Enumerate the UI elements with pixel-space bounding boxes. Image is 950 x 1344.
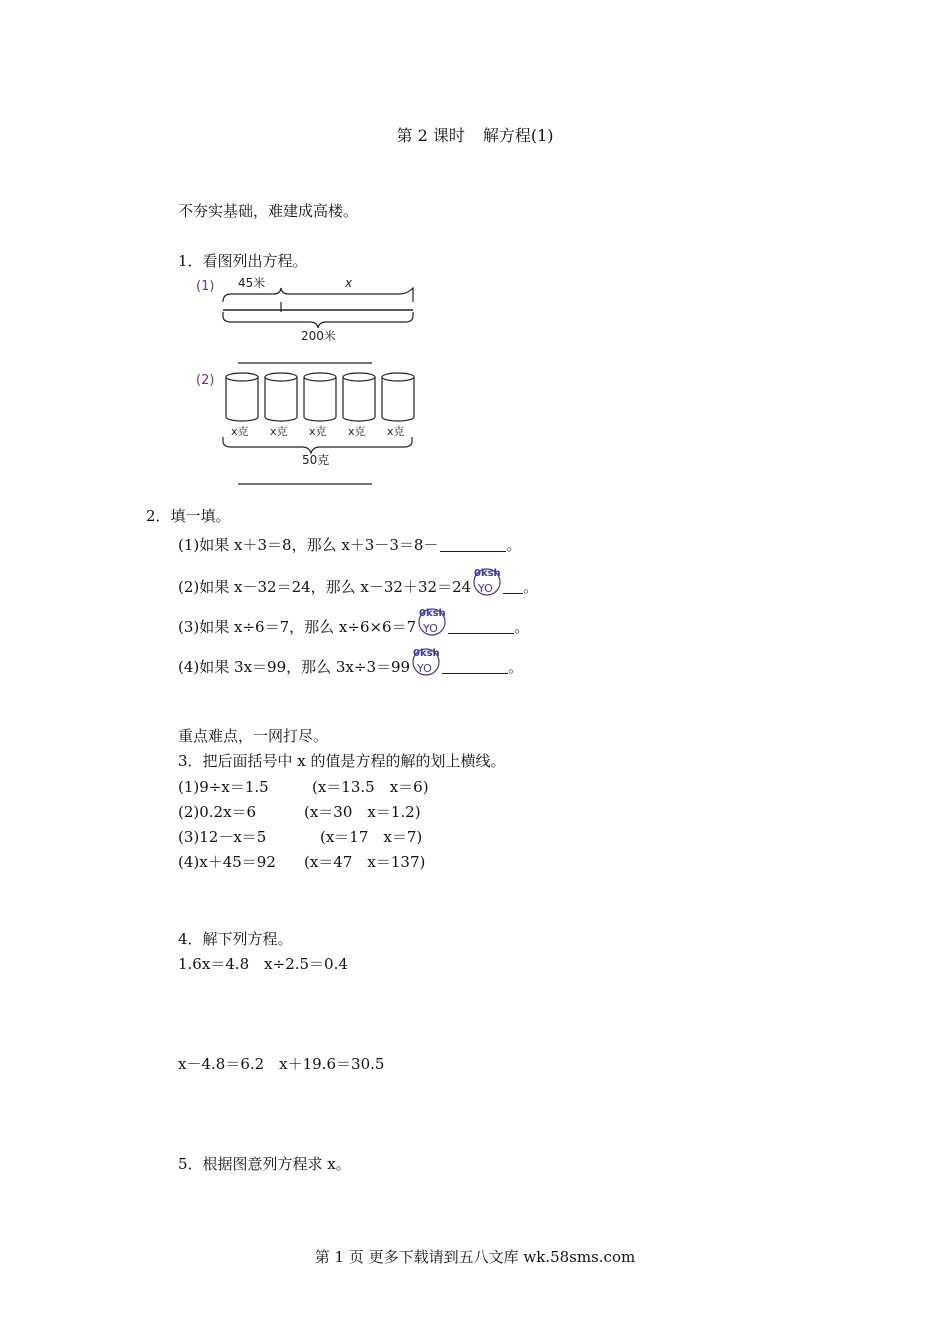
cup-label: x克 xyxy=(348,425,366,438)
watermark-stamp xyxy=(417,608,446,640)
q3-item-2-options[interactable]: (x＝30 x＝1.2) xyxy=(304,803,421,821)
stamp-bottom-text: YO xyxy=(417,662,432,675)
cup-cylinder xyxy=(343,373,375,421)
q3-prompt: 3．把后面括号中 x 的值是方程的解的划上横线。 xyxy=(178,752,506,770)
q3-item-4-equation: (4)x＋45＝92 xyxy=(178,853,276,871)
q3-item-3-equation: (3)12－x＝5 xyxy=(178,828,267,846)
q3-item-1-options[interactable]: (x＝13.5 x＝6) xyxy=(312,778,429,796)
fig1-seg1-label: 45米 xyxy=(238,276,266,290)
q2-item-end: 。 xyxy=(523,578,539,596)
q2-item-1 xyxy=(178,534,521,555)
q3-item-3-options[interactable]: (x＝17 x＝7) xyxy=(320,828,423,846)
cup-cylinder xyxy=(265,373,297,421)
fig1-top-brace xyxy=(223,288,413,302)
answer-blank[interactable] xyxy=(442,659,508,674)
cup-label: x克 xyxy=(387,425,405,438)
stamp-top-text: 0ksh xyxy=(419,608,446,619)
q2-item-3 xyxy=(178,608,530,640)
cup-label: x克 xyxy=(231,425,249,438)
q3-item-2-equation: (2)0.2x＝6 xyxy=(178,803,257,821)
answer-blank[interactable] xyxy=(448,619,514,634)
cup-label: x克 xyxy=(309,425,327,438)
answer-blank[interactable] xyxy=(503,579,523,594)
q2-item-2 xyxy=(178,568,539,600)
section1-heading: 不夯实基础，难建成高楼。 xyxy=(178,202,359,220)
q2-item-text: (2)如果 xyxy=(178,578,235,596)
q2-item-equation: 3x＝99，那么 3x÷3＝99 xyxy=(234,658,411,676)
q2-item-equation: x＋3＝8，那么 x＋3－3＝8－ xyxy=(234,536,439,554)
cup-cylinder xyxy=(226,373,258,421)
lesson-number: 第 2 课时 xyxy=(396,126,465,145)
q2-item-end: 。 xyxy=(514,618,530,636)
q4-prompt: 4．解下列方程。 xyxy=(178,930,293,948)
q3-item-4-options[interactable]: (x＝47 x＝137) xyxy=(304,853,426,871)
lesson-topic: 解方程(1) xyxy=(482,126,554,145)
fig2-cup-labels xyxy=(231,424,405,438)
stamp-top-text: 0ksh xyxy=(474,568,501,579)
fig1-bottom-brace xyxy=(223,312,413,328)
fig2-label: (2) xyxy=(196,373,215,388)
cup-cylinder xyxy=(304,373,336,421)
q2-item-equation: x÷6＝7，那么 x÷6×6＝7 xyxy=(234,618,417,636)
stamp-top-text: 0ksh xyxy=(413,648,440,659)
fig2-total-label: 50克 xyxy=(302,453,330,467)
fig1-label: (1) xyxy=(196,279,215,294)
q2-item-end: 。 xyxy=(506,536,522,554)
fig2-bottom-brace xyxy=(223,437,412,453)
fig2-cups xyxy=(226,373,414,421)
q2-item-text: (4)如果 xyxy=(178,658,235,676)
q4-row-2: x－4.8＝6.2 x＋19.6＝30.5 xyxy=(178,1055,385,1073)
q2-item-4 xyxy=(178,648,524,680)
q2-item-equation: x－32＝24，那么 x－32＋32＝24 xyxy=(234,578,472,596)
q2-item-text: (1)如果 xyxy=(178,536,235,554)
fig1-seg2-label: x xyxy=(345,276,353,290)
watermark-stamp xyxy=(472,568,501,600)
cup-label: x克 xyxy=(270,425,288,438)
q2-item-text: (3)如果 xyxy=(178,618,235,636)
q1-figure-1 xyxy=(190,272,430,346)
q2-prompt: 2．填一填。 xyxy=(146,507,231,525)
answer-blank[interactable] xyxy=(440,537,506,552)
q3-item-1-equation: (1)9÷x＝1.5 xyxy=(178,778,269,796)
q2-item-end: 。 xyxy=(508,658,524,676)
page-footer[interactable]: 第 1 页 更多下载请到五八文库 wk.58sms.com xyxy=(314,1248,636,1266)
stamp-bottom-text: YO xyxy=(423,622,438,635)
cup-cylinder xyxy=(382,373,414,421)
q1-figure-2 xyxy=(190,355,430,490)
q1-prompt: 1．看图列出方程。 xyxy=(178,252,308,270)
q4-row-1: 1.6x＝4.8 x÷2.5＝0.4 xyxy=(178,955,348,973)
q5-prompt: 5．根据图意列方程求 x。 xyxy=(178,1155,351,1173)
page-title xyxy=(0,123,950,146)
fig1-total-label: 200米 xyxy=(301,329,336,343)
section2-heading: 重点难点，一网打尽。 xyxy=(178,727,329,745)
watermark-stamp xyxy=(411,648,440,680)
stamp-bottom-text: YO xyxy=(478,582,493,595)
